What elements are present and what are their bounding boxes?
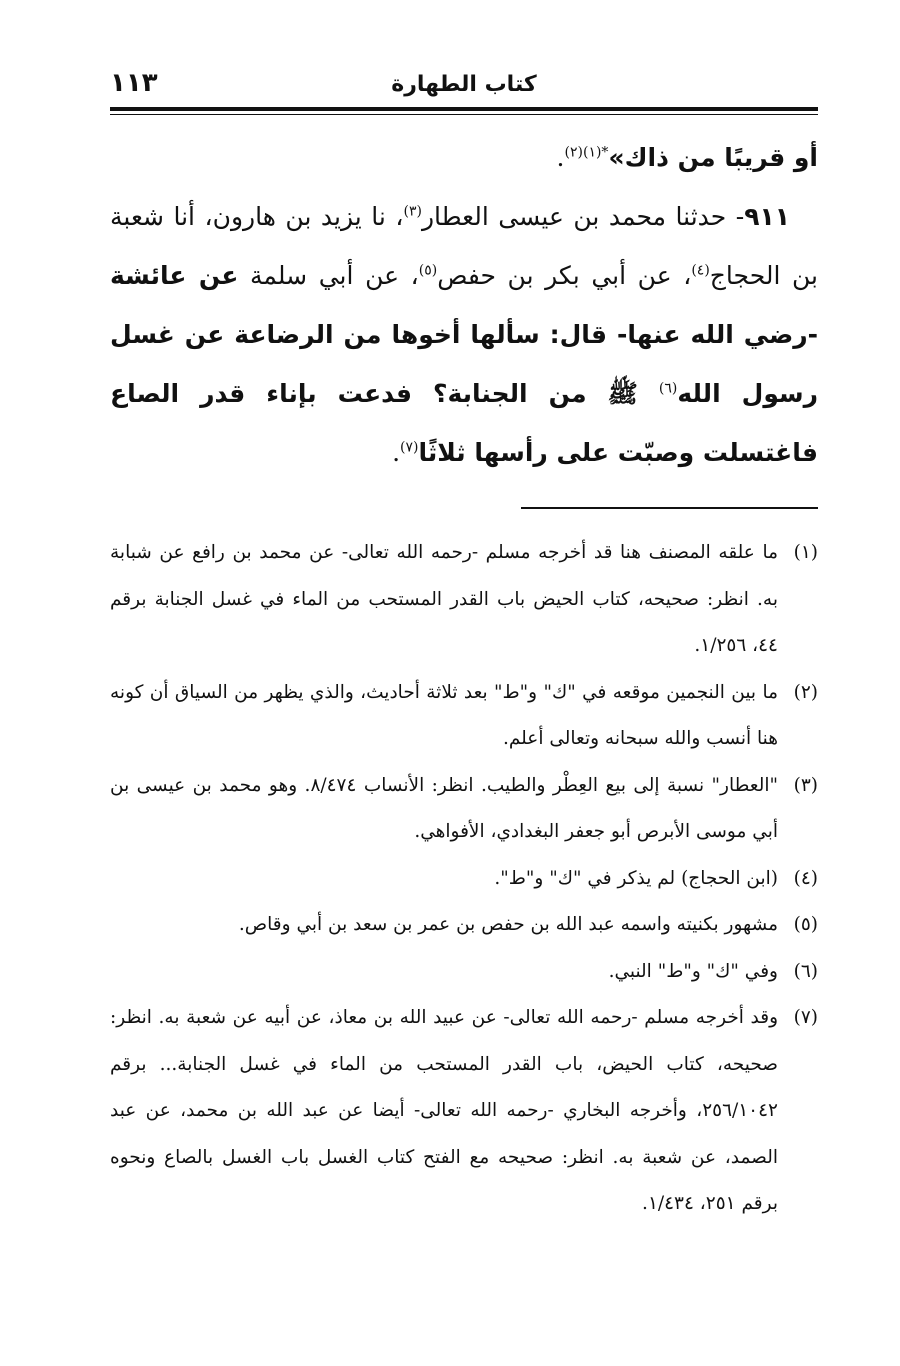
page-header — [110, 68, 818, 106]
footnote-mark: (٤) — [793, 867, 818, 889]
footnote-mark: (٦) — [793, 960, 818, 982]
hadith-paragraph — [110, 187, 818, 482]
continuation-marks: *(١)(٢) — [564, 144, 609, 161]
hadith-segment: ﷺ من الجنابة؟ فدعت بإناء قدر الصاع فاغتسلت وصبّت على رأسها ثلاثًا — [110, 379, 818, 467]
footnote-text: (ابن الحجاج) لم يذكر في "ك" و"ط". — [494, 867, 778, 889]
footnote-text: ما علقه المصنف هنا قد أخرجه مسلم -رحمه الله تعالى- عن محمد بن رافع عن شبابة به. انظر: صحيحه، كتاب الحيض باب القدر المستحب من الماء في غسل الجنابة برقم ٤٤، ١/٢٥٦. — [110, 542, 778, 656]
footnote-mark: (٢) — [793, 681, 818, 703]
footnote-ref[interactable]: (٣) — [403, 203, 422, 220]
hadith-segment: ، عن أبي بكر بن حفص — [437, 261, 692, 290]
footnote-ref[interactable]: (٤) — [691, 262, 710, 279]
footnote-text: "العطار" نسبة إلى بيع العِطْر والطيب. انظر: الأنساب ٨/٤٧٤. وهو محمد بن عيسى بن أبي موسى الأبرص أبو جعفر البغدادي، الأفواهي. — [110, 774, 779, 842]
footnote-ref[interactable]: (٥) — [418, 262, 438, 279]
continuation-end: . — [556, 143, 565, 172]
footnote-text: وفي "ك" و"ط" النبي. — [608, 960, 778, 982]
footnote-mark: (١) — [793, 542, 818, 563]
main-text — [110, 128, 818, 482]
footnote-text: ما بين النجمين موقعه في "ك" و"ط" بعد ثلاثة أحاديث، والذي يظهر من السياق أن كونه هنا أنسب والله سبحانه وتعالى أعلم. — [110, 681, 778, 749]
header-rule-thin — [110, 114, 818, 115]
hadith-segment: ، نا يزيد بن هارون، أنا شعبة بن الحجاج — [110, 202, 818, 290]
footnote-mark: (٥) — [793, 914, 818, 935]
hadith-number: ٩١١ — [744, 202, 790, 231]
hadith-segment: - حدثنا محمد بن عيسى العطار — [421, 202, 745, 231]
footnote-mark: (٧) — [793, 1007, 818, 1028]
hadith-segment: . — [392, 438, 401, 467]
footnote-item — [110, 856, 818, 903]
footnote-item — [110, 670, 818, 763]
footnotes — [110, 530, 818, 1228]
continuation-line — [110, 128, 818, 187]
hadith-segment: عن عائشة -رضي الله عنها- قال: سألها أخوها من الرضاعة عن غسل رسول الله — [110, 261, 818, 408]
footnote-item — [110, 530, 818, 670]
footnote-item — [110, 995, 818, 1228]
running-title: كتاب الطهارة — [391, 72, 537, 97]
footnote-item — [110, 949, 818, 996]
page-number: ١١٣ — [110, 68, 158, 98]
hadith-body — [110, 202, 818, 467]
footnote-separator — [521, 507, 818, 509]
footnote-text: وقد أخرجه مسلم -رحمه الله تعالى- عن عبيد الله بن معاذ، عن أبيه عن شعبة به. انظر: صحيحه، كتاب الحيض، باب القدر المستحب من الماء في غسل الجنابة... برقم ٢٥٦/١٠٤٢، وأخرجه البخاري -رحمه الله تعالى- أيضا عن عبد الله بن محمد، عن عبد الصمد، عن شعبة به. انظر: صحيحه مع الفتح كتاب الغسل باب الغسل بالصاع ونحوه برقم ٢٥١، ١/٤٣٤. — [110, 1007, 778, 1214]
hadith-segment: ، عن أبي سلمة — [238, 261, 419, 290]
footnote-ref[interactable]: (٦) — [658, 380, 678, 397]
footnote-text: مشهور بكنيته واسمه عبد الله بن حفص بن عمر بن سعد بن أبي وقاص. — [238, 914, 778, 935]
continuation-text: أو قريبًا من ذاك» — [608, 143, 818, 172]
footnote-item — [110, 902, 818, 949]
footnote-mark: (٣) — [793, 774, 818, 796]
header-rule-thick — [110, 107, 818, 111]
footnote-ref[interactable]: (٧) — [400, 439, 419, 456]
footnote-item — [110, 763, 818, 856]
